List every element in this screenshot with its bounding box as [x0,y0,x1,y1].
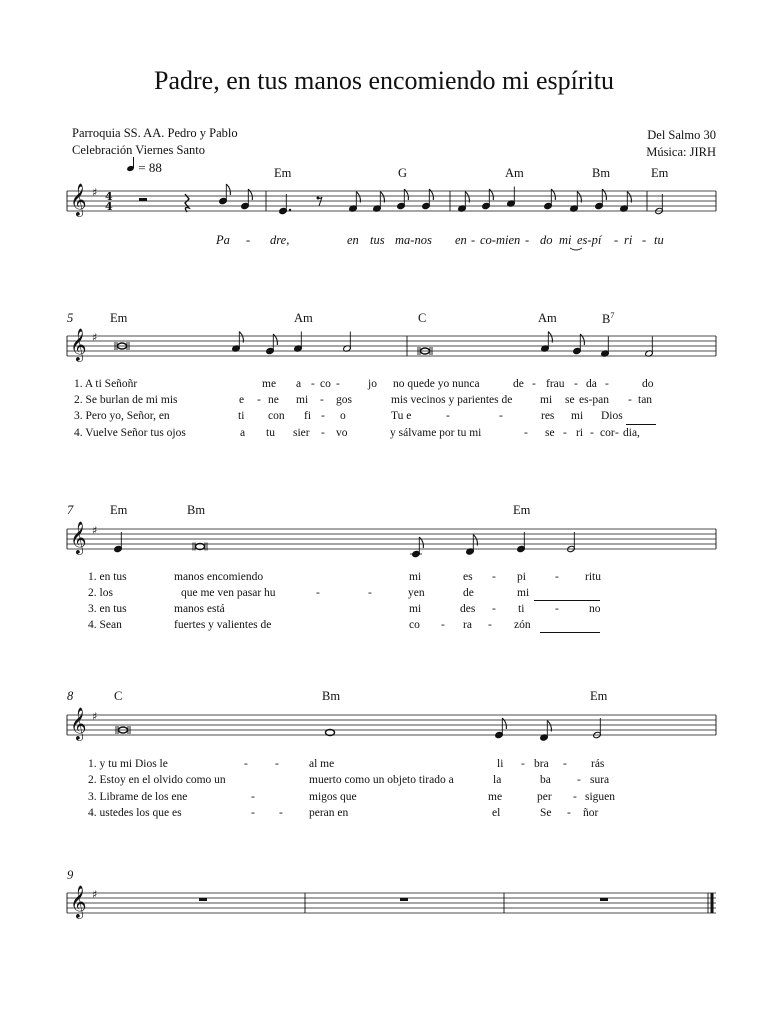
verse-text: 3. en tus [88,603,127,615]
verse-text: manos encomiendo [174,571,264,583]
verse-text: fi [304,410,312,422]
verse-text: zón [514,619,531,631]
verse-text: me [488,791,503,803]
verse-text: mi [540,394,553,406]
verse-text: cor [600,427,615,439]
verse-text: - [532,378,536,390]
eighth-rest [318,197,322,206]
verse-text: - [567,807,571,819]
chord-symbol: Bm [322,689,341,703]
verse-text: ba [540,774,551,786]
verse-text: a [296,378,302,390]
verse-text: e [239,394,245,406]
verse-text: 2. Estoy en el olvido como un [88,774,226,786]
tempo-value: = 88 [138,160,162,175]
verse-text: - [573,791,577,803]
verse-text: mi [517,587,530,599]
chord-symbol: Em [110,311,128,325]
verse-text: des [460,603,476,615]
verse-text: frau [546,378,565,390]
verse-text: 1. en tus [88,571,127,583]
verse-text: - [251,807,255,819]
chord-symbol: Am [505,166,524,180]
verse-text: 4. Sean [88,619,122,631]
verse-text: me [262,378,277,390]
verse-text: el [492,807,501,819]
chord-symbol: Bm [187,503,206,517]
verse-text: bra [534,758,549,770]
treble-clef-icon: 𝄞 [70,328,87,361]
chord-symbol: Bm [592,166,611,180]
verse-text: la [493,774,502,786]
chord-symbol: Em [110,503,128,517]
verse-text: - [321,427,325,439]
note-flag [226,184,230,195]
verse-text: gos [336,394,352,406]
verse-text: no quede yo nunca [393,378,480,390]
sharp-icon: ♯ [92,331,98,344]
verse-text: mi [571,410,584,422]
verse-text: ñor [583,807,599,819]
lyric-hyphen: - [246,233,251,247]
verse-text: - [244,758,248,770]
page-title: Padre, en tus manos encomiendo mi espíritu [154,66,614,95]
treble-clef-icon: 𝄞 [70,707,87,740]
verse-text: a [240,427,246,439]
whole-rest [199,898,207,901]
verse-text: - [563,427,567,439]
verse-text: - [311,378,315,390]
lyric-syllable: en [455,233,467,247]
verse-text: - [524,427,528,439]
verse-text: - [590,427,594,439]
verse-text: tan [638,394,653,406]
chord-symbol: C [418,311,427,325]
measure-number: 7 [67,503,74,517]
lyric-syllable: es-pí [577,233,602,247]
chord-symbol: Em [590,689,608,703]
verse-text: - [441,619,445,631]
verse-text: dia, [623,427,640,439]
chord-symbol: Am [294,311,313,325]
verse-text: 1. y tu mi Dios le [88,758,168,770]
verse-text: 4. ustedes los que es [88,807,182,819]
verse-text: que me ven pasar hu [181,587,276,599]
measure-number: 9 [67,868,74,882]
verse-text: co [409,619,420,631]
verse-text: ti [238,410,245,422]
verse-text: sier [293,427,310,439]
treble-clef-icon: 𝄞 [70,521,87,554]
verse-text: 3. Librame de los ene [88,791,188,803]
lyric-syllable: en [347,233,359,247]
verse-text: y sálvame por tu mi [390,427,482,439]
measure-number: 5 [67,311,74,325]
time-signature-top: 4 [105,190,113,203]
lyric-syllable: tus [370,233,385,247]
verse-text: - [279,807,283,819]
chord-symbol: C [114,689,123,703]
composer-text: Música: JIRH [646,145,716,159]
chord-symbol: $B^7$ [602,311,615,327]
verse-text: mi [409,571,422,583]
verse-text: - [316,587,320,599]
verse-text: - [555,571,559,583]
chord-symbol: Em [513,503,531,517]
verse-text: Dios [601,410,623,422]
verse-text: mi [409,603,422,615]
verse-text: res [541,410,555,422]
chord-symbol: G [398,166,408,180]
verse-text: - [368,587,372,599]
verse-text: Se [540,807,552,819]
verse-text: 3. Pero yo, Señor, en [74,410,170,422]
verse-text: - [275,758,279,770]
verse-text: - [521,758,525,770]
verse-text: fuertes y valientes de [174,619,272,631]
quarter-rest [185,194,189,212]
augmentation-dot [289,209,291,211]
lyric-syllable: ri [624,233,633,247]
half-rest [139,198,147,201]
verse-text: siguen [585,791,616,803]
verse-text: de [463,587,474,599]
verse-text: jo [368,378,377,390]
verse-text: migos que [309,791,357,803]
lyric-hyphen: - [642,233,647,247]
lyric-syllable: tu [654,233,664,247]
verse-text: co [320,378,331,390]
verse-text: peran en [309,807,349,819]
verse-text: - [563,758,567,770]
sharp-icon: ♯ [92,524,98,537]
verse-text: 2. los [88,587,113,599]
verse-text: da [586,378,597,390]
verse-text: do [642,378,654,390]
verse-text: - [577,774,581,786]
lyric-hyphen: - [471,233,476,247]
verse-text: - [321,410,325,422]
lyric-syllable: do [540,233,553,247]
sharp-icon: ♯ [92,888,98,901]
verse-text: no [589,603,601,615]
verse-text: 4. Vuelve Señor tus ojos [74,427,186,439]
lyric-syllable: ma-nos [395,233,432,247]
verse-text: - [574,378,578,390]
chord-symbol: Em [274,166,292,180]
verse-text: 1. A ti Señoñr [74,378,138,390]
verse-text: Tu e [391,410,412,422]
verse-text: ti [518,603,525,615]
verse-text: per [537,791,552,803]
verse-text: se [545,427,555,439]
verse-text: - [605,378,609,390]
verse-text: - [499,410,503,422]
whole-rest [600,898,608,901]
sharp-icon: ♯ [92,710,98,723]
verse-text: - [320,394,324,406]
lyric-syllable: Pa [216,233,230,247]
verse-text: yen [408,587,425,599]
treble-clef-icon: 𝄞 [70,183,87,216]
measure-number: 8 [67,689,74,703]
lyric-syllable: mi [559,233,572,247]
verse-text: mis vecinos y parientes de [391,394,513,406]
verse-text: muerto como un objeto tirado a [309,774,454,786]
lyric-hyphen: - [614,233,619,247]
chord-symbol: Am [538,311,557,325]
verse-text: manos está [174,603,225,615]
verse-text: ra [463,619,472,631]
time-signature-bottom: 4 [105,200,113,213]
verse-text: pi [517,571,526,583]
verse-text: de [513,378,524,390]
verse-text: - [555,603,559,615]
verse-text: sura [590,774,610,786]
lyric-hyphen: - [525,233,530,247]
celebration-name: Celebración Viernes Santo [72,143,206,157]
source-text: Del Salmo 30 [647,128,716,142]
verse-text: o [340,410,346,422]
verse-text: con [268,410,285,422]
verse-text: mi [296,394,309,406]
lyric-syllable: co-mien [480,233,521,247]
verse-text: es [463,571,473,583]
verse-text: se [565,394,575,406]
verse-text: al me [309,758,335,770]
verse-text: ne [268,394,279,406]
verse-text: - [336,378,340,390]
verse-text: - [446,410,450,422]
verse-text: - [492,571,496,583]
verse-text: ri [576,427,584,439]
verse-text: - [257,394,261,406]
verse-text: li [497,758,504,770]
verse-text: - [251,791,255,803]
verse-text: - [492,603,496,615]
parish-name: Parroquia SS. AA. Pedro y Pablo [72,126,238,140]
treble-clef-icon: 𝄞 [70,885,87,918]
verse-text: - [488,619,492,631]
chord-symbol: Em [651,166,669,180]
verse-text: es-pan [579,394,610,406]
sharp-icon: ♯ [92,186,98,199]
verse-text: vo [336,427,348,439]
lyric-syllable: dre, [270,233,290,247]
verse-text: tu [266,427,275,439]
verse-text: - [628,394,632,406]
whole-rest [400,898,408,901]
verse-text: - [615,427,619,439]
verse-text: ritu [585,571,601,583]
verse-text: 2. Se burlan de mi mis [74,394,178,406]
verse-text: rás [591,758,605,770]
